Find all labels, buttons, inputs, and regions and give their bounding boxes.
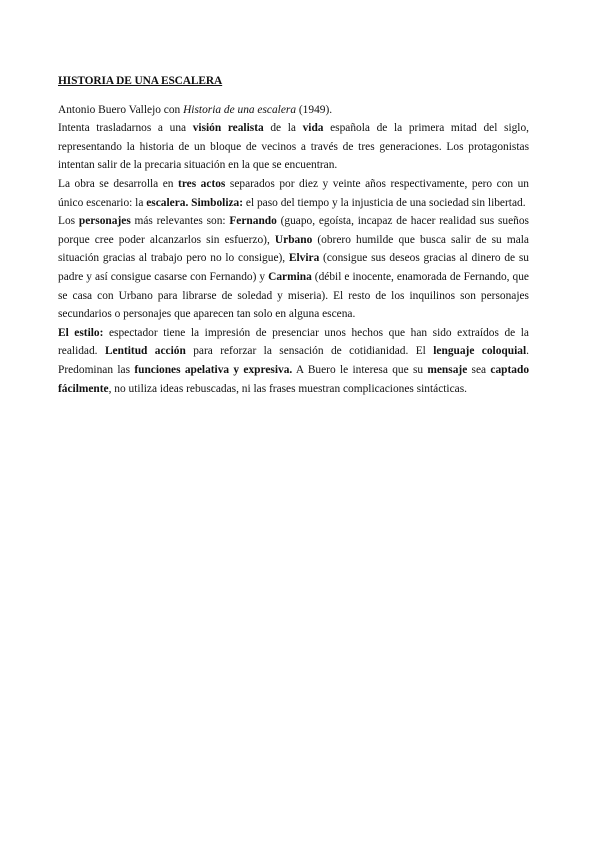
text-span: española de la primera mitad del siglo, representando la historia de un bloque de vecinos a través de tres generaciones. Los protagonistas intentan salir de la precaria situación en la que se encuentran.	[58, 122, 530, 172]
text-span: Los	[58, 215, 79, 228]
bold-span: Fernando	[229, 215, 277, 228]
bold-span: captado fácilmente	[58, 363, 530, 395]
bold-span: personajes	[78, 215, 131, 228]
text-span: (obrero humilde que busca salir de su mala situación gracias al trabajo pero no lo consigue),	[58, 233, 529, 265]
bold-span: Lentitud acción	[104, 345, 186, 358]
document-title: HISTORIA DE UNA ESCALERA	[58, 75, 223, 87]
bold-span: visión realista	[192, 122, 264, 135]
text-span: La obra se desarrolla en	[58, 177, 179, 190]
text-span: Intenta trasladarnos a una	[58, 122, 193, 135]
text-span: el paso del tiempo y la injusticia de una sociedad sin libertad.	[243, 196, 526, 209]
bold-span: vida	[302, 122, 324, 135]
text-span: sea	[467, 363, 491, 376]
bold-span: mensaje	[427, 363, 468, 376]
paragraph-structure	[58, 175, 529, 212]
text-span: (guapo, egoísta, incapaz de hacer realidad sus sueños porque cree poder alcanzarlos sin esfuerzo),	[58, 215, 529, 246]
text-span: separados por diez y veinte años respectivamente, pero con un único escenario: la	[58, 177, 530, 209]
paragraph-characters	[58, 212, 529, 324]
text-span: más relevantes son:	[130, 215, 230, 228]
bold-span: lenguaje coloquial	[433, 345, 527, 358]
bold-span: Urbano	[274, 233, 313, 246]
intro-line	[58, 101, 529, 120]
intro-work-title: Historia de una escalera	[183, 103, 297, 116]
bold-span: tres actos	[178, 177, 226, 190]
text-span: (débil e inocente, enamorada de Fernando, que se casa con Urbano para librarse de soledad y miseria). El resto de los inquilinos son personajes secundarios o personajes que aparecen tan solo en alguna escena.	[58, 270, 529, 321]
text-span: , no utiliza ideas rebuscadas, ni las frases muestran complicaciones sintácticas.	[108, 382, 467, 395]
text-span: para reforzar la sensación de cotidianidad. El	[185, 345, 434, 358]
text-span: A Buero le interesa que su	[292, 363, 428, 376]
text-span: . Predominan las	[58, 345, 529, 376]
bold-span: funciones apelativa y expresiva.	[134, 363, 293, 376]
bold-span: escalera. Simboliza:	[146, 196, 244, 209]
text-span: (consigue sus deseos gracias al dinero de su padre y así consigue casarse con Fernando) y	[58, 252, 529, 283]
paragraph-style	[58, 324, 529, 398]
bold-span: Carmina	[268, 270, 312, 283]
text-span: espectador tiene la impresión de presenciar unos hechos que han sido extraídos de la realidad.	[58, 326, 529, 358]
text-span: de la	[263, 122, 303, 135]
paragraph-vision	[58, 119, 529, 175]
intro-author: Antonio Buero Vallejo con	[58, 103, 184, 116]
document-page	[58, 72, 529, 398]
bold-span: Elvira	[288, 252, 320, 265]
intro-year: (1949).	[296, 103, 333, 116]
bold-span: El estilo:	[58, 326, 104, 339]
